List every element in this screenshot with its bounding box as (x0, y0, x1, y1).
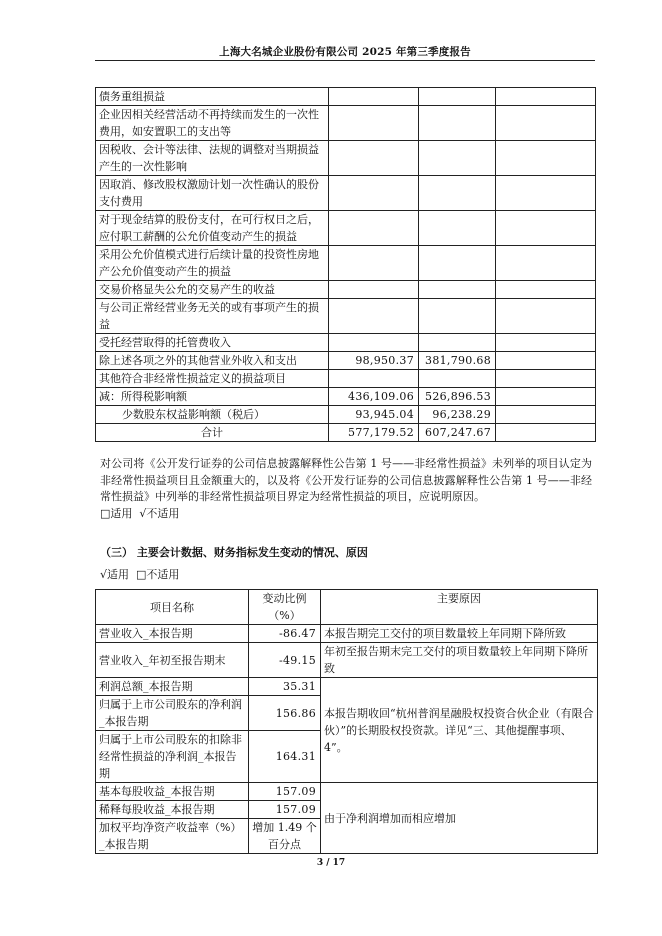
row-value-current (329, 211, 419, 246)
row-value-ytd (419, 281, 496, 299)
row-note (496, 299, 596, 334)
row-value-ytd (419, 176, 496, 211)
checkbox-not-applicable[interactable]: □不适用 (136, 568, 180, 581)
row-label: 受托经营取得的托管费收入 (96, 334, 329, 352)
header-item-name: 项目名称 (96, 590, 249, 625)
row-value-ytd (419, 370, 496, 388)
row-label: 对于现金结算的股份支付，在可行权日之后，应付职工薪酬的公允价值变动产生的损益 (96, 211, 329, 246)
row-value-current (329, 299, 419, 334)
row-value-ytd (419, 141, 496, 176)
table-row (96, 176, 596, 211)
row-value-ytd (419, 299, 496, 334)
header-main-reason: 主要原因 (321, 590, 598, 625)
table-row (96, 625, 598, 643)
row-value-ytd (419, 211, 496, 246)
row-label: 与公司正常经营业务无关的或有事项产生的损益 (96, 299, 329, 334)
row-reason: 本报告期完工交付的项目数量较上年同期下降所致 (321, 625, 598, 643)
non-recurring-items-table (95, 87, 596, 442)
row-note (496, 281, 596, 299)
row-note (496, 88, 596, 106)
row-item: 归属于上市公司股东的扣除非经常性损益的净利润_本报告期 (96, 731, 249, 783)
total-label: 合计 (96, 424, 329, 442)
table-row (96, 299, 596, 334)
row-label: 企业因相关经营活动不再持续而发生的一次性费用，如安置职工的支出等 (96, 106, 329, 141)
row-ratio: 157.09 (249, 801, 321, 819)
table-row (96, 281, 596, 299)
header-change-ratio: 变动比例（%） (249, 590, 321, 625)
row-item: 营业收入_年初至报告期末 (96, 643, 249, 678)
row-label: 因取消、修改股权激励计划一次性确认的股份支付费用 (96, 176, 329, 211)
row-label: 交易价格显失公允的交易产生的收益 (96, 281, 329, 299)
row-label: 减：所得税影响额 (96, 388, 329, 406)
row-ratio: -49.15 (249, 643, 321, 678)
row-value-current (329, 176, 419, 211)
row-note (496, 211, 596, 246)
table-header-row (96, 590, 598, 625)
row-value-current (329, 246, 419, 281)
row-value-ytd (419, 334, 496, 352)
row-item: 利润总额_本报告期 (96, 678, 249, 696)
table-row-total (96, 424, 596, 442)
table-row (96, 334, 596, 352)
table-row (96, 211, 596, 246)
row-value-current: 93,945.04 (329, 406, 419, 424)
row-note (496, 246, 596, 281)
table-row (96, 246, 596, 281)
header-divider (95, 60, 595, 61)
explanation-paragraph: 对公司将《公开发行证券的公司信息披露解释性公告第 1 号——非经常性损益》未列举的项目认定为非经常性损益项目且金额重大的，以及将《公开发行证券的公司信息披露解释性公告第 1 号——非经常性损益》中列举的非经常性损益项目界定为经常性损益的项目，应说明原因。 (100, 457, 592, 503)
row-value-ytd (419, 246, 496, 281)
row-item: 基本每股收益_本报告期 (96, 783, 249, 801)
row-value-ytd (419, 88, 496, 106)
row-ratio: 增加 1.49 个百分点 (249, 819, 321, 854)
row-item: 加权平均净资产收益率（%）_本报告期 (96, 819, 249, 854)
row-value-current (329, 88, 419, 106)
row-value-current (329, 281, 419, 299)
table-row (96, 370, 596, 388)
row-note (496, 370, 596, 388)
row-value-current (329, 141, 419, 176)
checkbox-not-applicable[interactable]: √不适用 (139, 507, 180, 520)
row-value-current: 98,950.37 (329, 352, 419, 370)
checkbox-applicable[interactable]: □适用 (100, 507, 133, 520)
row-label: 其他符合非经常性损益定义的损益项目 (96, 370, 329, 388)
row-note (496, 141, 596, 176)
table-row (96, 388, 596, 406)
row-label: 因税收、会计等法律、法规的调整对当期损益产生的一次性影响 (96, 141, 329, 176)
table-row (96, 678, 598, 696)
section-title: （三） 主要会计数据、财务指标发生变动的情况、原因 (100, 546, 368, 559)
row-note (496, 352, 596, 370)
row-ratio: 164.31 (249, 731, 321, 783)
row-reason-merged: 由于净利润增加而相应增加 (321, 783, 598, 854)
row-value-current (329, 334, 419, 352)
row-value-ytd: 381,790.68 (419, 352, 496, 370)
row-label: 采用公允价值模式进行后续计量的投资性房地产公允价值变动产生的损益 (96, 246, 329, 281)
row-reason-merged: 本报告期收回“杭州普润星融股权投资合伙企业（有限合伙）”的长期股权投资款。详见“三、其他提醒事项、4”。 (321, 678, 598, 783)
page-number: 3 / 17 (316, 858, 346, 868)
table-row (96, 106, 596, 141)
row-note (496, 406, 596, 424)
row-label: 除上述各项之外的其他营业外收入和支出 (96, 352, 329, 370)
table-row (96, 406, 596, 424)
row-value-current: 436,109.06 (329, 388, 419, 406)
table-row (96, 88, 596, 106)
row-value-ytd: 526,896.53 (419, 388, 496, 406)
row-note (496, 106, 596, 141)
row-item: 归属于上市公司股东的净利润_本报告期 (96, 696, 249, 731)
checkbox-applicable[interactable]: √适用 (100, 568, 130, 581)
applicability-check-1 (100, 505, 179, 521)
row-ratio: 156.86 (249, 696, 321, 731)
table-row (96, 141, 596, 176)
applicability-check-2 (100, 566, 179, 582)
row-ratio: 35.31 (249, 678, 321, 696)
key-indicator-changes-table (95, 589, 598, 854)
row-note (496, 176, 596, 211)
table-row (96, 352, 596, 370)
row-note (496, 334, 596, 352)
row-label: 少数股东权益影响额（税后） (96, 406, 329, 424)
row-item: 稀释每股收益_本报告期 (96, 801, 249, 819)
row-note (496, 388, 596, 406)
total-value-ytd: 607,247.67 (419, 424, 496, 442)
table-row (96, 643, 598, 678)
total-value-current: 577,179.52 (329, 424, 419, 442)
row-value-current (329, 370, 419, 388)
row-label: 债务重组损益 (96, 88, 329, 106)
row-ratio: -86.47 (249, 625, 321, 643)
row-note (496, 424, 596, 442)
row-ratio: 157.09 (249, 783, 321, 801)
row-value-ytd (419, 106, 496, 141)
page-header: 上海大名城企业股份有限公司 2025 年第三季度报告 (219, 46, 471, 58)
table-row (96, 783, 598, 801)
row-reason: 年初至报告期末完工交付的项目数量较上年同期下降所致 (321, 643, 598, 678)
row-item: 营业收入_本报告期 (96, 625, 249, 643)
row-value-ytd: 96,238.29 (419, 406, 496, 424)
row-value-current (329, 106, 419, 141)
